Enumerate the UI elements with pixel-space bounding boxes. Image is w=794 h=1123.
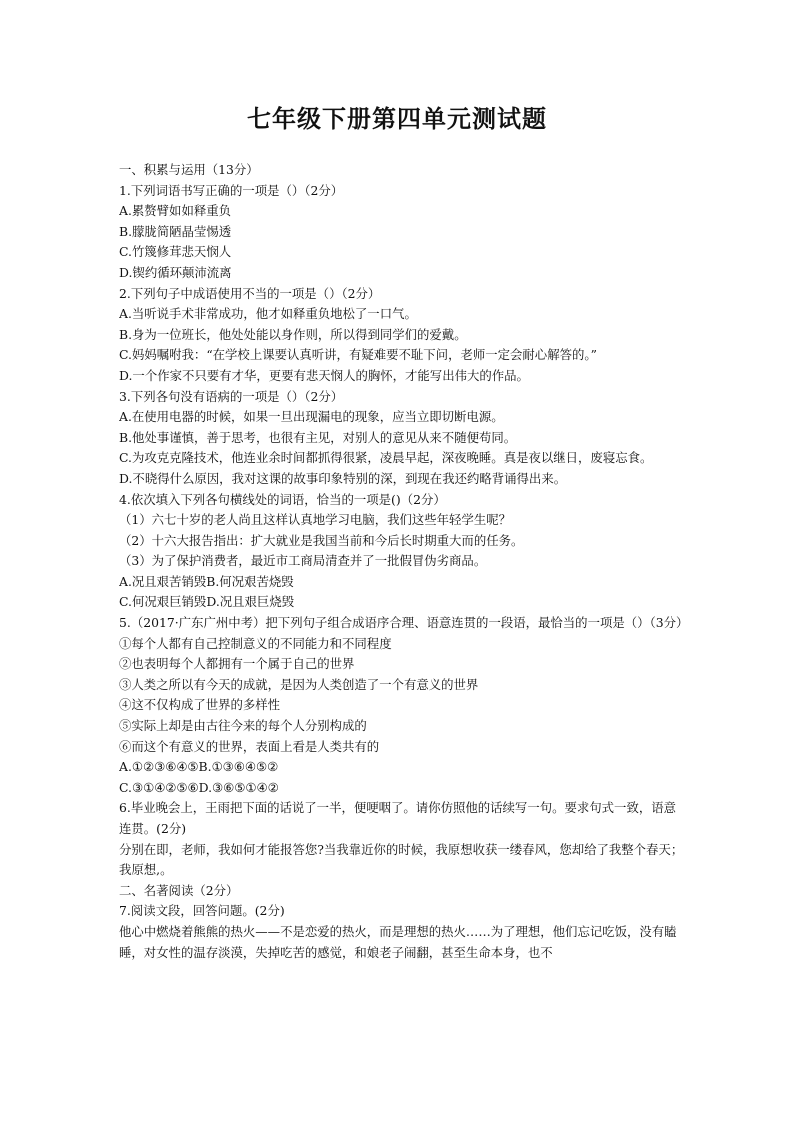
- reading-passage: 他心中燃烧着熊熊的热火——不是恋爱的热火，而是理想的热火……为了理想，他们忘记吃饭，没有瞌睡，对女性的温存淡漠，失掉吃苦的感觉，和娘老子闹翻，甚至生命本身，也不: [119, 923, 677, 960]
- question-stem: 6.毕业晚会上，王雨把下面的话说了一半，便哽咽了。请你仿照他的话续写一句。要求句式一致，语意连贯。(2分): [119, 800, 677, 836]
- sentence-item: ①每个人都有自己控制意义的不同能力和不同程度: [119, 635, 392, 651]
- question-stem: 3.下列各句没有语病的一项是（）（2分）: [119, 388, 344, 404]
- document-title: 七年级下册第四单元测试题: [247, 104, 547, 133]
- sentence-item: （3）为了保护消费者，最近市工商局清查并了一批假冒伪劣商品。: [119, 553, 487, 569]
- sentence-item: ⑥而这个有意义的世界，表面上看是人类共有的: [119, 738, 380, 754]
- sentence-item: ③人类之所以有今天的成就，是因为人类创造了一个有意义的世界: [119, 676, 479, 692]
- sentence-item: （2）十六大报告指出：扩大就业是我国当前和今后长时期重大而的任务。: [119, 532, 524, 548]
- sentence-item: ②也表明每个人都拥有一个属于自己的世界: [119, 656, 355, 672]
- answer-option: A.累赘臂如如释重负: [119, 203, 232, 219]
- document-body: [119, 160, 689, 963]
- sentence-item: ④这不仅构成了世界的多样性: [119, 697, 281, 713]
- answer-option: D.不晓得什么原因，我对这课的故事印象特别的深，到现在我还约略背诵得出来。: [119, 470, 567, 486]
- answer-option: B.他处事谨慎，善于思考，也很有主见，对别人的意见从来不随便苟同。: [119, 429, 517, 445]
- answer-option: D.一个作家不只要有才华，更要有悲天悯人的胸怀，才能写出伟大的作品。: [119, 367, 529, 383]
- question-stem: 4.依次填入下列各句横线处的词语，恰当的一项是()（2分）: [119, 491, 446, 507]
- question-passage: 分别在即，老师，我如何才能报答您?当我靠近你的时候，我原想收获一缕春风，您却给了我整个春天；我原想,。: [119, 841, 684, 878]
- answer-option: C.妈妈嘱咐我：“在学校上课要认真听讲，有疑难要不耻下问，老师一定会耐心解答的。”: [119, 347, 597, 363]
- question-stem: 1.下列词语书写正确的一项是（）（2分）: [119, 182, 344, 198]
- answer-option: A.①②③⑥④⑤B.①③⑥④⑤②: [119, 759, 279, 775]
- answer-option: C.竹篾修茸悲天悯人: [119, 244, 232, 260]
- section-heading: 二、名著阅读（2分）: [119, 882, 239, 898]
- sentence-item: ⑤实际上却是由古往今来的每个人分别构成的: [119, 718, 367, 734]
- answer-option: B.身为一位班长，他处处能以身作则，所以得到同学们的爱戴。: [119, 326, 467, 342]
- question-stem: 5.（2017·广东广州中考）把下列句子组合成语序合理、语意连贯的一段语，最恰当的一项是（）（3分）: [119, 615, 689, 631]
- question-stem: 2.下列句子中成语使用不当的一项是（）（2分）: [119, 285, 381, 301]
- answer-option: A.况且艰苦销毁B.何况艰苦烧毁: [119, 573, 294, 589]
- answer-option: C.为攻克克隆技术，他连业余时间都抓得很紧，凌晨早起，深夜晚睡。真是夜以继日，废寝忘食。: [119, 450, 653, 466]
- sentence-item: （1）六七十岁的老人尚且这样认真地学习电脑，我们这些年轻学生呢？: [119, 512, 511, 528]
- question-stem: 7.阅读文段，回答问题。(2分): [119, 903, 285, 919]
- answer-option: A.当听说手术非常成功，他才如释重负地松了一口气。: [119, 306, 417, 322]
- answer-option: B.朦胧简陋晶莹惕透: [119, 223, 232, 239]
- answer-option: C.何况艰巨销毁D.况且艰巨烧毁: [119, 594, 295, 610]
- answer-option: C.③①④②⑤⑥D.③⑥⑤①④②: [119, 779, 279, 795]
- section-heading: 一、积累与运用（13分）: [119, 162, 259, 177]
- answer-option: D.锲约循环颠沛流离: [119, 264, 232, 280]
- answer-option: A.在使用电器的时候，如果一旦出现漏电的现象，应当立即切断电源。: [119, 409, 504, 425]
